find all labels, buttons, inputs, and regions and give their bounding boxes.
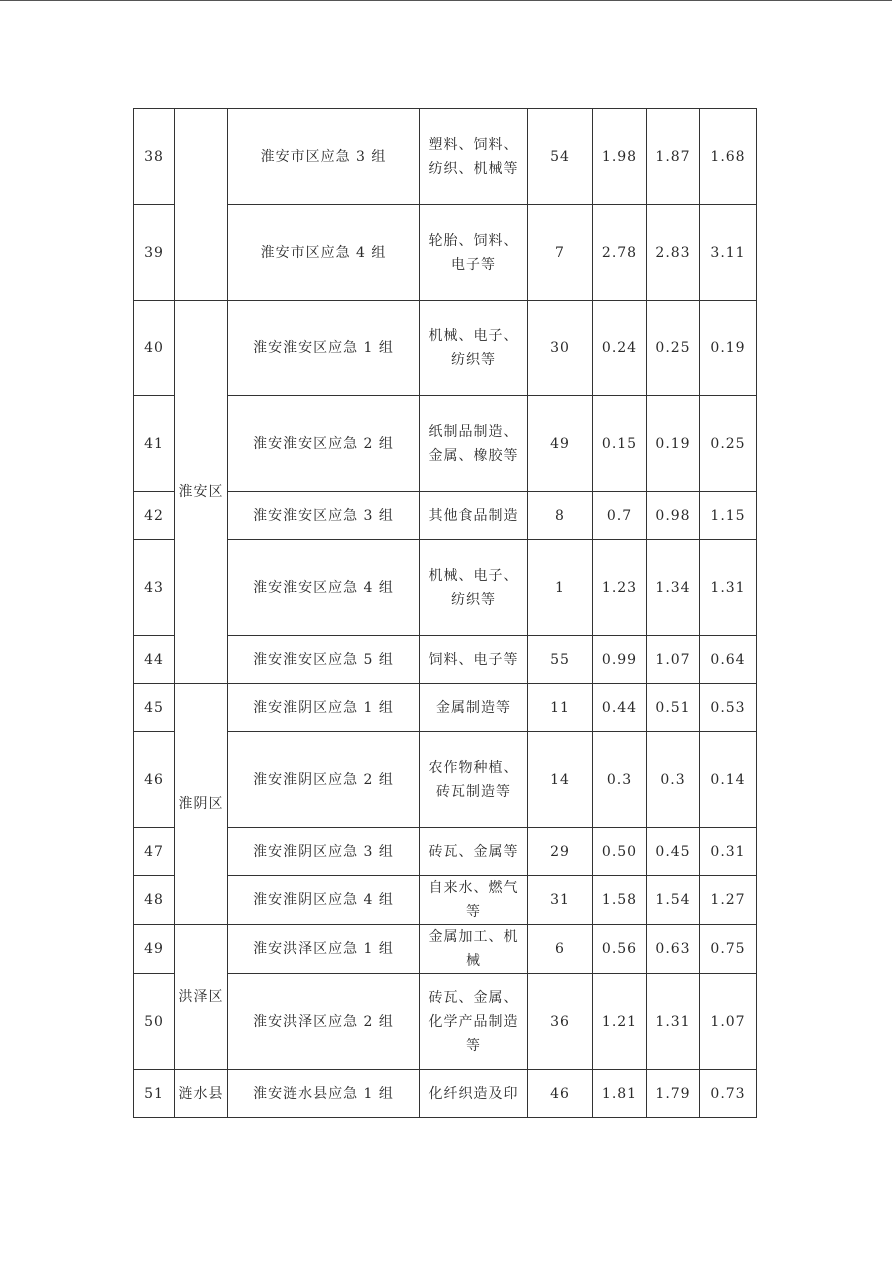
table-row	[134, 540, 757, 636]
group-name: 淮安淮阴区应急 2 组	[228, 732, 420, 828]
row-number: 42	[134, 492, 175, 540]
value-3: 3.11	[700, 205, 757, 301]
page-top-rule	[0, 0, 892, 1]
table-row	[134, 828, 757, 876]
district-huaian: 淮安区	[175, 301, 228, 684]
value-2: 1.87	[647, 109, 700, 205]
value-1: 1.58	[593, 876, 647, 925]
value-2: 1.79	[647, 1070, 700, 1118]
group-name: 淮安淮安区应急 5 组	[228, 636, 420, 684]
table-row	[134, 396, 757, 492]
emission-group-table	[133, 108, 757, 1118]
industry-type: 农作物种植、砖瓦制造等	[420, 732, 528, 828]
district-hongze: 洪泽区	[175, 925, 228, 1070]
value-3: 0.73	[700, 1070, 757, 1118]
enterprise-count: 55	[528, 636, 593, 684]
value-2: 0.51	[647, 684, 700, 732]
table-row	[134, 876, 757, 925]
table-row	[134, 301, 757, 396]
enterprise-count: 14	[528, 732, 593, 828]
row-number: 46	[134, 732, 175, 828]
group-name: 淮安市区应急 4 组	[228, 205, 420, 301]
value-2: 0.63	[647, 925, 700, 974]
row-number: 45	[134, 684, 175, 732]
enterprise-count: 30	[528, 301, 593, 396]
value-3: 1.27	[700, 876, 757, 925]
district-cell-empty	[175, 109, 228, 301]
row-number: 50	[134, 974, 175, 1070]
value-1: 1.98	[593, 109, 647, 205]
value-3: 1.15	[700, 492, 757, 540]
group-name: 淮安淮阴区应急 3 组	[228, 828, 420, 876]
enterprise-count: 46	[528, 1070, 593, 1118]
value-1: 2.78	[593, 205, 647, 301]
value-1: 1.23	[593, 540, 647, 636]
value-1: 1.81	[593, 1070, 647, 1118]
group-name: 淮安淮安区应急 2 组	[228, 396, 420, 492]
value-3: 0.53	[700, 684, 757, 732]
group-name: 淮安市区应急 3 组	[228, 109, 420, 205]
industry-type: 塑料、饲料、纺织、机械等	[420, 109, 528, 205]
industry-type: 饲料、电子等	[420, 636, 528, 684]
group-name: 淮安淮阴区应急 1 组	[228, 684, 420, 732]
industry-type: 自来水、燃气等	[420, 876, 528, 925]
row-number: 49	[134, 925, 175, 974]
value-2: 0.98	[647, 492, 700, 540]
district-lianshui: 涟水县	[175, 1070, 228, 1118]
value-3: 0.64	[700, 636, 757, 684]
value-3: 0.31	[700, 828, 757, 876]
row-number: 41	[134, 396, 175, 492]
industry-type: 金属加工、机械	[420, 925, 528, 974]
row-number: 48	[134, 876, 175, 925]
table-row	[134, 925, 757, 974]
value-1: 0.15	[593, 396, 647, 492]
group-name: 淮安淮安区应急 4 组	[228, 540, 420, 636]
enterprise-count: 29	[528, 828, 593, 876]
industry-type: 砖瓦、金属、化学产品制造等	[420, 974, 528, 1070]
row-number: 39	[134, 205, 175, 301]
value-3: 0.75	[700, 925, 757, 974]
row-number: 44	[134, 636, 175, 684]
row-number: 38	[134, 109, 175, 205]
industry-type: 机械、电子、纺织等	[420, 540, 528, 636]
value-2: 1.54	[647, 876, 700, 925]
enterprise-count: 8	[528, 492, 593, 540]
value-2: 1.34	[647, 540, 700, 636]
table-row	[134, 492, 757, 540]
value-1: 0.50	[593, 828, 647, 876]
enterprise-count: 31	[528, 876, 593, 925]
value-3: 0.19	[700, 301, 757, 396]
value-1: 0.44	[593, 684, 647, 732]
enterprise-count: 6	[528, 925, 593, 974]
group-name: 淮安洪泽区应急 2 组	[228, 974, 420, 1070]
value-3: 0.25	[700, 396, 757, 492]
table-row	[134, 636, 757, 684]
industry-type: 轮胎、饲料、电子等	[420, 205, 528, 301]
row-number: 43	[134, 540, 175, 636]
enterprise-count: 7	[528, 205, 593, 301]
value-1: 0.99	[593, 636, 647, 684]
value-2: 0.25	[647, 301, 700, 396]
value-1: 0.7	[593, 492, 647, 540]
district-huaiyin: 淮阴区	[175, 684, 228, 925]
value-3: 1.07	[700, 974, 757, 1070]
industry-type: 砖瓦、金属等	[420, 828, 528, 876]
value-3: 1.68	[700, 109, 757, 205]
group-name: 淮安淮阴区应急 4 组	[228, 876, 420, 925]
value-3: 1.31	[700, 540, 757, 636]
industry-type: 机械、电子、纺织等	[420, 301, 528, 396]
value-1: 0.56	[593, 925, 647, 974]
table-row	[134, 974, 757, 1070]
table-row	[134, 732, 757, 828]
enterprise-count: 54	[528, 109, 593, 205]
group-name: 淮安淮安区应急 3 组	[228, 492, 420, 540]
group-name: 淮安洪泽区应急 1 组	[228, 925, 420, 974]
value-3: 0.14	[700, 732, 757, 828]
industry-type: 化纤织造及印	[420, 1070, 528, 1118]
table-row	[134, 109, 757, 205]
group-name: 淮安淮安区应急 1 组	[228, 301, 420, 396]
enterprise-count: 49	[528, 396, 593, 492]
value-2: 0.19	[647, 396, 700, 492]
value-2: 0.3	[647, 732, 700, 828]
group-name: 淮安涟水县应急 1 组	[228, 1070, 420, 1118]
industry-type: 金属制造等	[420, 684, 528, 732]
row-number: 40	[134, 301, 175, 396]
enterprise-count: 1	[528, 540, 593, 636]
value-2: 1.07	[647, 636, 700, 684]
value-2: 1.31	[647, 974, 700, 1070]
value-1: 0.3	[593, 732, 647, 828]
value-2: 2.83	[647, 205, 700, 301]
table-row	[134, 1070, 757, 1118]
value-1: 1.21	[593, 974, 647, 1070]
industry-type: 其他食品制造	[420, 492, 528, 540]
row-number: 51	[134, 1070, 175, 1118]
table-row	[134, 684, 757, 732]
enterprise-count: 11	[528, 684, 593, 732]
row-number: 47	[134, 828, 175, 876]
value-2: 0.45	[647, 828, 700, 876]
industry-type: 纸制品制造、金属、橡胶等	[420, 396, 528, 492]
value-1: 0.24	[593, 301, 647, 396]
enterprise-count: 36	[528, 974, 593, 1070]
table-row	[134, 205, 757, 301]
